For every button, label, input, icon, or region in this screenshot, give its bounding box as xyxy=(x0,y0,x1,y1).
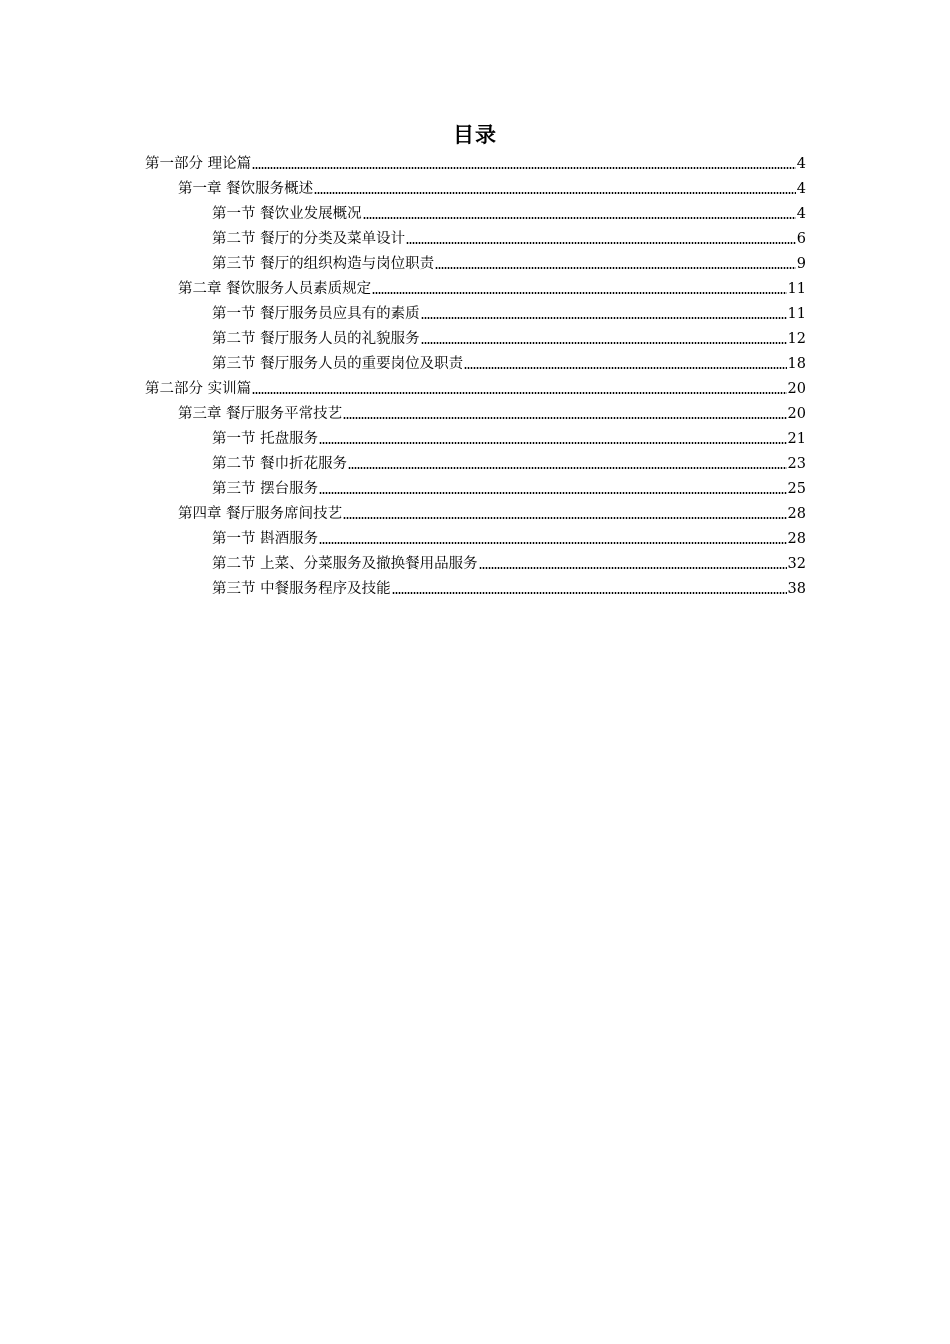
toc-entry[interactable] xyxy=(178,399,806,424)
toc-entry-page-number: 4 xyxy=(796,156,806,172)
dot-leader xyxy=(348,466,786,470)
toc-entry-title: 第一节 餐饮业发展概况 xyxy=(212,206,362,222)
toc-entry-page-number: 11 xyxy=(787,281,806,297)
toc-entry-title: 第二节 餐厅服务人员的礼貌服务 xyxy=(212,331,420,347)
toc-entry-title: 第四章 餐厅服务席间技艺 xyxy=(178,506,343,522)
toc-entry[interactable] xyxy=(178,274,806,299)
toc-entry-title: 第二节 上菜、分菜服务及撤换餐用品服务 xyxy=(212,556,478,572)
toc-entry-title: 第三节 餐厅服务人员的重要岗位及职责 xyxy=(212,356,464,372)
dot-leader xyxy=(252,391,786,395)
toc-entry[interactable] xyxy=(212,424,806,449)
toc-entry-title: 第二节 餐厅的分类及菜单设计 xyxy=(212,231,406,247)
toc-entry-title: 第一节 斟酒服务 xyxy=(212,531,319,547)
toc-entry[interactable] xyxy=(212,249,806,274)
toc-entry-page-number: 18 xyxy=(787,356,806,372)
toc-entry[interactable] xyxy=(212,324,806,349)
dot-leader xyxy=(421,341,787,345)
toc-entry-page-number: 28 xyxy=(787,506,806,522)
toc-entry[interactable] xyxy=(212,449,806,474)
dot-leader xyxy=(464,366,786,370)
toc-entry-page-number: 9 xyxy=(796,256,806,272)
toc-entry-page-number: 4 xyxy=(796,206,806,222)
toc-entry-title: 第三章 餐厅服务平常技艺 xyxy=(178,406,343,422)
dot-leader xyxy=(319,441,786,445)
toc-entry-page-number: 12 xyxy=(787,331,806,347)
toc-entry-title: 第三节 摆台服务 xyxy=(212,481,319,497)
dot-leader xyxy=(372,291,786,295)
dot-leader xyxy=(319,541,786,545)
toc-entry[interactable] xyxy=(178,174,806,199)
dot-leader xyxy=(319,491,786,495)
toc-list xyxy=(0,149,950,599)
toc-entry-page-number: 21 xyxy=(787,431,806,447)
toc-entry-page-number: 32 xyxy=(787,556,806,572)
dot-leader xyxy=(392,591,787,595)
toc-entry[interactable] xyxy=(178,499,806,524)
toc-entry-title: 第一节 餐厅服务员应具有的素质 xyxy=(212,306,420,322)
toc-entry[interactable] xyxy=(212,349,806,374)
toc-title: 目录 xyxy=(453,123,497,147)
toc-entry-title: 第二节 餐巾折花服务 xyxy=(212,456,348,472)
toc-entry[interactable] xyxy=(212,549,806,574)
toc-entry-page-number: 23 xyxy=(787,456,806,472)
toc-entry-title: 第二章 餐饮服务人员素质规定 xyxy=(178,281,372,297)
dot-leader xyxy=(421,316,787,320)
dot-leader xyxy=(479,566,787,570)
dot-leader xyxy=(406,241,796,245)
toc-entry-page-number: 25 xyxy=(787,481,806,497)
toc-entry[interactable] xyxy=(212,574,806,599)
toc-entry[interactable] xyxy=(212,299,806,324)
dot-leader xyxy=(343,416,786,420)
toc-entry-page-number: 4 xyxy=(796,181,806,197)
dot-leader xyxy=(343,516,786,520)
toc-entry-page-number: 20 xyxy=(787,381,806,397)
toc-entry-page-number: 11 xyxy=(787,306,806,322)
dot-leader xyxy=(363,216,796,220)
toc-entry-title: 第二部分 实训篇 xyxy=(145,381,252,397)
dot-leader xyxy=(314,191,796,195)
dot-leader xyxy=(435,266,796,270)
toc-entry[interactable] xyxy=(145,149,806,174)
toc-entry-title: 第三节 中餐服务程序及技能 xyxy=(212,581,391,597)
toc-entry[interactable] xyxy=(212,224,806,249)
toc-entry-page-number: 20 xyxy=(787,406,806,422)
toc-entry-title: 第三节 餐厅的组织构造与岗位职责 xyxy=(212,256,435,272)
toc-entry-page-number: 38 xyxy=(787,581,806,597)
toc-entry[interactable] xyxy=(212,474,806,499)
toc-entry-title: 第一节 托盘服务 xyxy=(212,431,319,447)
dot-leader xyxy=(252,166,796,170)
toc-entry-title: 第一章 餐饮服务概述 xyxy=(178,181,314,197)
toc-entry-title: 第一部分 理论篇 xyxy=(145,156,252,172)
toc-entry[interactable] xyxy=(212,199,806,224)
toc-entry[interactable] xyxy=(212,524,806,549)
toc-entry-page-number: 6 xyxy=(796,231,806,247)
toc-entry[interactable] xyxy=(145,374,806,399)
toc-entry-page-number: 28 xyxy=(787,531,806,547)
